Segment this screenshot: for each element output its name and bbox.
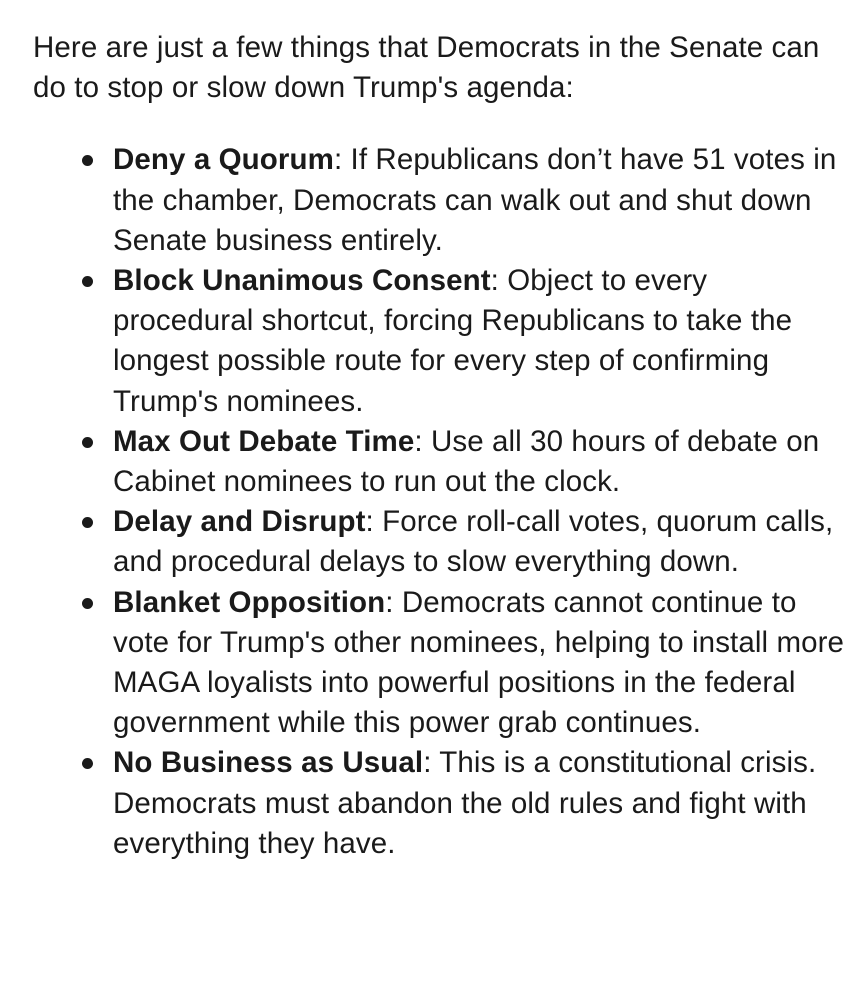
item-text: : Use all 30 hours of debate on Cabinet nominees to run out the clock.: [113, 424, 820, 499]
item-text: : If Republicans don’t have 51 votes in the chamber, Democrats can walk out and shut down Senate business entirely.: [113, 143, 837, 257]
bullet-icon: [82, 517, 93, 528]
list-item-block-unanimous-consent: [33, 261, 848, 422]
bullet-list: [33, 140, 848, 864]
item-text: : This is a constitutional crisis. Democrats must abandon the old rules and fight with everything they have.: [113, 746, 817, 860]
item-term: Deny a Quorum: [113, 143, 334, 177]
list-item-delay-and-disrupt: [33, 502, 848, 582]
item-text: : Force roll-call votes, quorum calls, and procedural delays to slow everything down.: [113, 505, 834, 579]
bullet-icon: [82, 598, 93, 609]
item-term: Blanket Opposition: [113, 585, 386, 619]
item-text: : Democrats cannot continue to vote for Trump's other nominees, helping to install more MAGA loyalists into powerful positions in the federal government while this power grab continues.: [113, 585, 845, 740]
item-term: Max Out Debate Time: [113, 424, 415, 458]
bullet-icon: [82, 437, 93, 448]
bullet-icon: [82, 276, 93, 287]
item-term: No Business as Usual: [113, 746, 424, 780]
list-item-max-out-debate-time: [33, 422, 848, 502]
intro-paragraph: Here are just a few things that Democrats in the Senate can do to stop or slow down Trump's agenda:: [33, 31, 820, 105]
list-item-blanket-opposition: [33, 583, 848, 744]
bullet-icon: [82, 155, 93, 166]
bullet-icon: [82, 758, 93, 769]
item-term: Delay and Disrupt: [113, 505, 366, 539]
list-item-no-business-as-usual: [33, 743, 848, 864]
document-body: [33, 28, 848, 864]
list-item-deny-quorum: [33, 140, 848, 261]
item-term: Block Unanimous Consent: [113, 264, 491, 298]
item-text: : Object to every procedural shortcut, forcing Republicans to take the longest possible route for every step of confirming Trump's nominees.: [113, 264, 793, 418]
